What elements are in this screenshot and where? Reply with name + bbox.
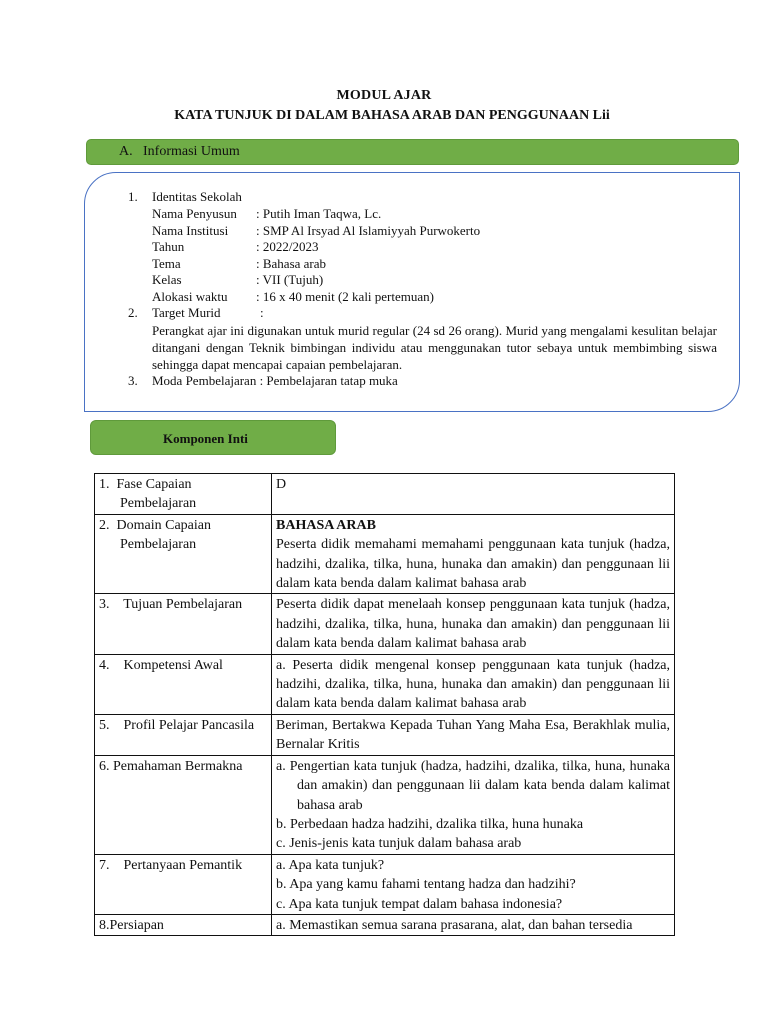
table-row (95, 654, 675, 714)
table-cell (272, 474, 675, 515)
field-label: Nama Institusi (152, 223, 229, 238)
table-row (95, 854, 675, 914)
section-label: Informasi Umum (143, 144, 240, 159)
item-label: Target Murid (152, 305, 221, 320)
target-murid-text: Perangkat ajar ini digunakan untuk murid regular (24 sd 26 orang). Murid yang mengalami kesulitan belajar ditangani dengan Teknik bimbingan individu atau menggunakan tutor sebaya untuk membimbing siswa sehingga dapat mencapai capaian pembelajaran. (152, 323, 717, 372)
row-number: 1. (99, 477, 110, 492)
row-label-2: Pembelajaran (120, 496, 197, 512)
field-value: : VII (Tujuh) (256, 272, 324, 287)
table-cell (95, 654, 272, 714)
field-label: Alokasi waktu (152, 289, 228, 304)
table-cell (95, 914, 272, 935)
section-number: A. (119, 144, 133, 159)
row-label: Fase Capaian (116, 477, 192, 492)
row-label: 6. Pemahaman Bermakna (99, 758, 243, 774)
table-cell (95, 474, 272, 515)
table-cell (95, 714, 272, 755)
section-header-komponen-inti (90, 420, 336, 455)
table-row (95, 474, 675, 515)
row-label-2: Pembelajaran (120, 537, 197, 553)
table-cell (95, 514, 272, 594)
cell-value: D (276, 477, 287, 492)
table-row (95, 594, 675, 654)
cell-value: a. Memastikan semua sarana prasarana, alat, dan bahan tersedia (276, 917, 633, 933)
list-item: a. Pengertian kata tunjuk (hadza, hadzihi, dzalika, tilka, huna, hunaka dan amakin) dan penggunaan lii dalam kata benda dalam kalimat bahasa arab (276, 758, 670, 813)
field-value: : SMP Al Irsyad Al Islamiyyah Purwokerto (256, 223, 481, 238)
table-row (95, 714, 675, 755)
table-cell (95, 755, 272, 854)
list-item: b. Perbedaan hadza hadzihi, dzalika tilka, huna hunaka (276, 816, 584, 832)
table-cell (272, 755, 675, 854)
table-cell (272, 654, 675, 714)
field-label: Tema (152, 256, 181, 271)
section-header-informasi-umum (86, 139, 739, 165)
item-label: Moda Pembelajaran : Pembelajaran tatap muka (152, 373, 398, 388)
section-label: Komponen Inti (163, 431, 248, 446)
cell-heading: BAHASA ARAB (276, 517, 376, 533)
komponen-table (94, 473, 675, 936)
cell-value: Beriman, Bertakwa Kepada Tuhan Yang Maha Esa, Berakhlak mulia, Bernalar Kritis (276, 717, 670, 753)
document-subtitle: KATA TUNJUK DI DALAM BAHASA ARAB DAN PENGGUNAAN Lii (174, 108, 610, 123)
row-label: 5. Profil Pelajar Pancasila (99, 717, 255, 733)
list-item: a. Apa kata tunjuk? (276, 857, 385, 873)
row-label: 3. Tujuan Pembelajaran (99, 597, 243, 613)
field-label: Kelas (152, 272, 182, 287)
item-number: 3. (128, 373, 138, 388)
field-value: : 2022/2023 (256, 239, 319, 254)
table-row (95, 755, 675, 854)
field-label: Tahun (152, 239, 185, 254)
table-cell (272, 714, 675, 755)
row-number: 2. (99, 517, 110, 533)
table-row (95, 514, 675, 594)
field-value: : 16 x 40 menit (2 kali pertemuan) (256, 289, 434, 304)
field-value: : Putih Iman Taqwa, Lc. (256, 206, 382, 221)
item-colon: : (260, 305, 264, 320)
table-cell (95, 594, 272, 654)
table-cell (272, 914, 675, 935)
table-cell (272, 594, 675, 654)
cell-value: Peserta didik memahami memahami penggunaan kata tunjuk (hadza, hadzihi, dzalika, tilka, huna, hunaka dan amakin) dan penggunaan lii dalam kata benda dalam kalimat bahasa arab (276, 537, 670, 592)
cell-value: a. Peserta didik mengenal konsep penggunaan kata tunjuk (hadza, hadzihi, dzalika, tilka, huna, hunaka dan amakin) dan penggunaan lii dalam kata benda dalam kalimat bahasa arab (276, 657, 670, 712)
item-number: 1. (128, 189, 138, 204)
row-label: Domain Capaian (116, 517, 211, 533)
field-label: Nama Penyusun (152, 206, 237, 221)
table-row (95, 914, 675, 935)
table-cell (95, 854, 272, 914)
cell-value: Peserta didik dapat menelaah konsep penggunaan kata tunjuk (hadza, hadzihi, dzalika, tilka, huna, hunaka dan amakin) dan penggunaan lii dalam kata benda dalam kalimat bahasa arab (276, 597, 670, 652)
item-label: Identitas Sekolah (152, 189, 242, 204)
list-item: c. Apa kata tunjuk tempat dalam bahasa indonesia? (276, 896, 563, 912)
item-number: 2. (128, 305, 138, 320)
row-label: 7. Pertanyaan Pemantik (99, 857, 243, 873)
row-label: 4. Kompetensi Awal (99, 657, 223, 673)
document-title: MODUL AJAR (336, 88, 432, 103)
list-item: b. Apa yang kamu fahami tentang hadza dan hadzihi? (276, 877, 576, 893)
row-label: 8.Persiapan (99, 917, 164, 933)
table-cell (272, 514, 675, 594)
table-cell (272, 854, 675, 914)
field-value: : Bahasa arab (256, 256, 327, 271)
list-item: c. Jenis-jenis kata tunjuk dalam bahasa arab (276, 836, 522, 852)
